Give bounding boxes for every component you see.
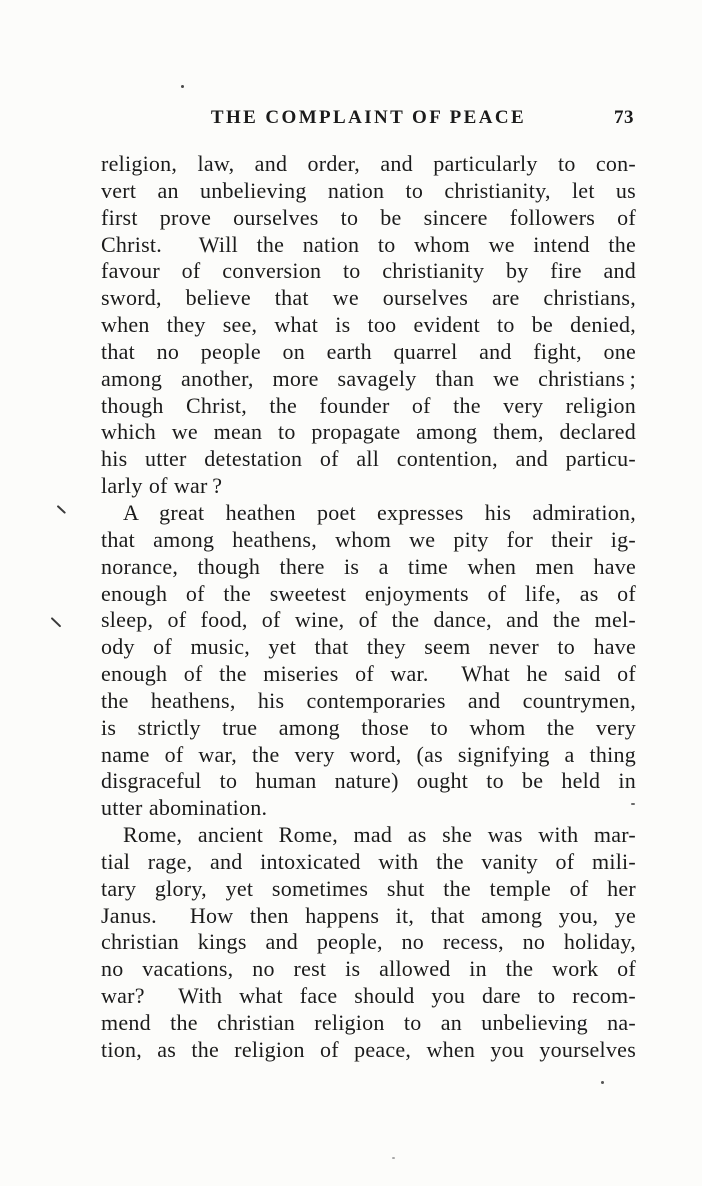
- text-line: the heathens, his contemporaries and countrymen,: [101, 687, 636, 713]
- text-line: larly of war ?: [101, 473, 223, 499]
- text-line: no vacations, no rest is allowed in the work of: [101, 956, 636, 982]
- text-line: Rome, ancient Rome, mad as she was with mar-: [123, 822, 636, 848]
- page-body: [101, 151, 636, 1064]
- text-line: christian kings and people, no recess, no holiday,: [101, 929, 636, 955]
- text-line: tion, as the religion of peace, when you yourselves: [101, 1036, 636, 1062]
- paragraph: [101, 151, 636, 500]
- text-line: utter abomination.: [101, 795, 268, 821]
- text-line: disgraceful to human nature) ought to be held in: [101, 768, 636, 794]
- text-line: norance, though there is a time when men have: [101, 553, 636, 579]
- text-line: mend the christian religion to an unbelieving na-: [101, 1010, 636, 1035]
- text-line: sleep, of food, of wine, of the dance, and the mel-: [101, 607, 636, 633]
- text-line: tial rage, and intoxicated with the vanity of mili-: [101, 848, 636, 874]
- text-line: favour of conversion to christianity by fire and: [101, 258, 636, 284]
- text-line: enough of the miseries of war. What he said of: [101, 661, 636, 687]
- text-line: name of war, the very word, (as signifying a thing: [101, 741, 636, 767]
- text-line: Janus. How then happens it, that among you, ye: [101, 902, 636, 928]
- running-header-title: THE COMPLAINT OF PEACE: [210, 107, 527, 128]
- paragraph: [101, 822, 636, 1064]
- text-line: war? With what face should you dare to recom-: [101, 983, 636, 1009]
- text-line: vert an unbelieving nation to christianity, let us: [101, 177, 636, 203]
- page-number: 73: [614, 107, 634, 128]
- text-line: when they see, what is too evident to be denied,: [101, 312, 636, 338]
- text-line: tary glory, yet sometimes shut the temple of her: [101, 875, 636, 901]
- margin-pencil-mark: [57, 505, 66, 514]
- text-line: among another, more savagely than we christians ;: [101, 365, 636, 391]
- margin-pencil-mark: [51, 617, 62, 627]
- text-line: religion, law, and order, and particularly to con-: [101, 151, 636, 176]
- running-header: [101, 107, 636, 129]
- text-line: though Christ, the founder of the very religion: [101, 392, 636, 418]
- text-line: that among heathens, whom we pity for their ig-: [101, 526, 636, 552]
- text-line: his utter detestation of all contention, and particu-: [101, 446, 636, 472]
- text-line: A great heathen poet expresses his admiration,: [123, 499, 636, 525]
- text-line: Christ. Will the nation to whom we intend the: [101, 231, 636, 257]
- text-line: which we mean to propagate among them, declared: [101, 419, 636, 445]
- text-line: sword, believe that we ourselves are christians,: [101, 285, 636, 311]
- text-line: enough of the sweetest enjoyments of life, as of: [101, 580, 636, 606]
- ink-speck: [181, 85, 184, 88]
- ink-speck: [601, 1081, 604, 1084]
- text-line: that no people on earth quarrel and fight, one: [101, 338, 636, 364]
- paragraph: [101, 500, 636, 822]
- text-line: is strictly true among those to whom the very: [101, 714, 636, 740]
- ink-speck: [392, 1157, 395, 1159]
- text-line: ody of music, yet that they seem never to have: [101, 634, 636, 660]
- text-line: first prove ourselves to be sincere followers of: [101, 204, 636, 230]
